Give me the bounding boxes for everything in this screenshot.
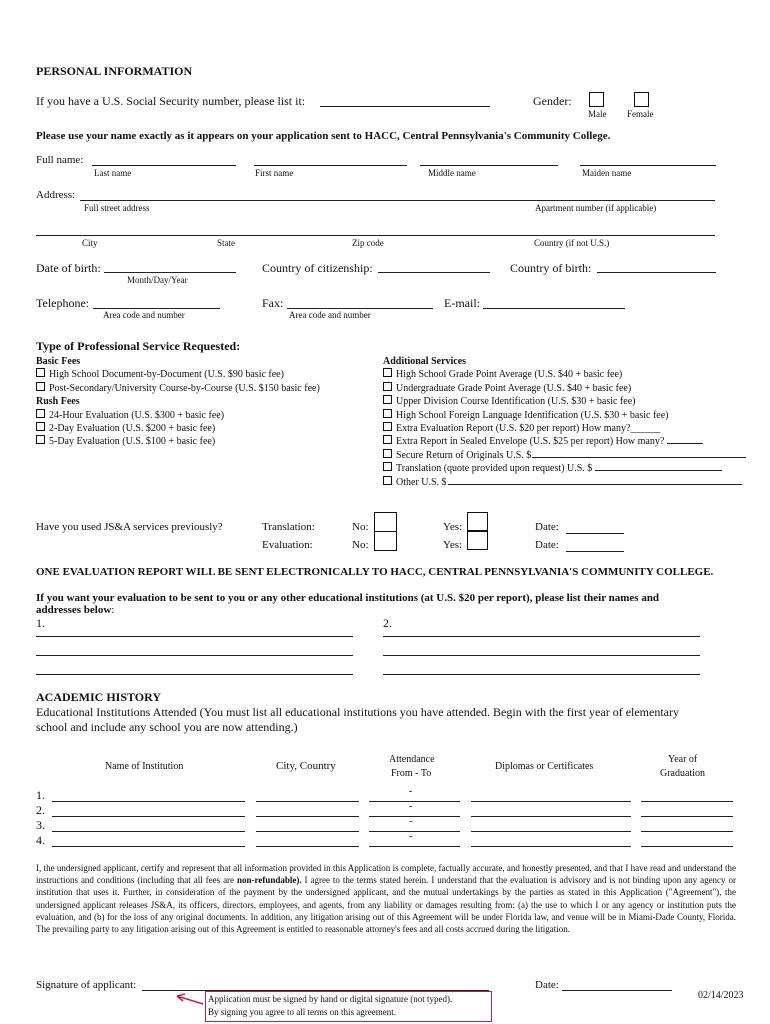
personal-info-heading: PERSONAL INFORMATION <box>36 64 193 78</box>
translation-date-field[interactable] <box>566 533 624 534</box>
evaluation-no-label: No: <box>352 539 369 551</box>
copy-recipient-1-line[interactable] <box>36 655 353 656</box>
citizenship-field[interactable] <box>378 272 490 273</box>
copies-instruction-line2: addresses below: <box>36 604 115 616</box>
fax-field[interactable] <box>287 308 433 309</box>
attendance-field[interactable] <box>369 831 460 832</box>
academic-row-number: 4. <box>36 833 45 847</box>
fax-caption: Area code and number <box>289 310 371 320</box>
ssn-label: If you have a U.S. Social Security number, please list it: <box>36 94 306 108</box>
institution-field[interactable] <box>52 801 245 802</box>
translation-no-label: No: <box>352 521 369 533</box>
email-label: E-mail: <box>444 296 480 310</box>
checkbox-icon[interactable] <box>383 395 392 404</box>
graduation-year-field[interactable] <box>641 801 733 802</box>
academic-instruction-line2: school and include any school you are now attending.) <box>36 720 298 734</box>
male-label: Male <box>588 109 607 119</box>
checkbox-icon[interactable] <box>36 422 45 431</box>
attendance-field[interactable] <box>369 801 460 802</box>
academic-row-number: 3. <box>36 818 45 832</box>
translation-label: Translation: <box>262 521 315 533</box>
col-institution: Name of Institution <box>105 761 184 772</box>
checkbox-icon[interactable] <box>383 435 392 444</box>
col-year: Year of <box>668 754 698 765</box>
institution-field[interactable] <box>52 831 245 832</box>
diplomas-field[interactable] <box>471 801 631 802</box>
checkbox-icon[interactable] <box>36 409 45 418</box>
checkbox-icon[interactable] <box>36 382 45 391</box>
telephone-caption: Area code and number <box>103 310 185 320</box>
fax-label: Fax: <box>262 296 284 310</box>
evaluation-yes-label: Yes: <box>443 539 463 551</box>
institution-field[interactable] <box>52 816 245 817</box>
col-city-country: City, Country <box>276 760 336 772</box>
street-caption: Full street address <box>84 203 150 213</box>
city-country-field[interactable] <box>256 801 359 802</box>
service-option[interactable]: Secure Return of Originals U.S. $ <box>383 449 746 462</box>
female-checkbox[interactable] <box>634 92 649 107</box>
city-caption: City <box>82 238 98 248</box>
additional-services-column <box>383 355 746 489</box>
service-option[interactable]: High School Document-by-Document (U.S. $90 basic fee) <box>36 368 320 381</box>
service-option[interactable]: Other U.S. $ <box>383 476 746 489</box>
additional-services-heading: Additional Services <box>383 356 467 367</box>
service-option[interactable]: Post-Secondary/University Course-by-Course (U.S. $150 basic fee) <box>36 382 320 395</box>
citizenship-label: Country of citizenship: <box>262 261 373 275</box>
first-name-caption: First name <box>255 168 294 178</box>
dob-label: Date of birth: <box>36 261 101 275</box>
academic-row-number: 2. <box>36 803 45 817</box>
services-heading: Type of Professional Service Requested: <box>36 339 241 353</box>
report-notice: ONE EVALUATION REPORT WILL BE SENT ELECTRONICALLY TO HACC, CENTRAL PENNSYLVANIA'S COMMUNITY COLLEGE. <box>36 566 714 578</box>
city-country-field[interactable] <box>256 831 359 832</box>
col-attendance: Attendance <box>389 754 435 765</box>
city-country-field[interactable] <box>256 846 359 847</box>
signature-label: Signature of applicant: <box>36 979 137 991</box>
middle-name-field[interactable] <box>420 165 558 166</box>
service-option[interactable]: Extra Report in Sealed Envelope (U.S. $25 per report) How many? <box>383 435 746 448</box>
col-graduation: Graduation <box>660 768 705 779</box>
diplomas-field[interactable] <box>471 816 631 817</box>
checkbox-icon[interactable] <box>383 382 392 391</box>
full-name-label: Full name: <box>36 154 84 166</box>
academic-history-heading: ACADEMIC HISTORY <box>36 690 162 704</box>
col-attendance-range: From - To <box>391 768 432 779</box>
service-option[interactable]: Translation (quote provided upon request) U.S. $ <box>383 462 746 475</box>
checkbox-icon[interactable] <box>383 476 392 485</box>
middle-name-caption: Middle name <box>428 168 476 178</box>
checkbox-icon[interactable] <box>383 409 392 418</box>
translation-yes-label: Yes: <box>443 521 463 533</box>
attendance-field[interactable] <box>369 846 460 847</box>
checkbox-icon[interactable] <box>383 449 392 458</box>
copies-instruction: If you want your evaluation to be sent to you or any other educational institutions (at U.S. $20 per report), please list their names and <box>36 592 660 604</box>
graduation-year-field[interactable] <box>641 816 733 817</box>
service-option[interactable]: 5-Day Evaluation (U.S. $100 + basic fee) <box>36 435 320 448</box>
gender-label: Gender: <box>533 94 572 108</box>
telephone-field[interactable] <box>93 308 220 309</box>
state-caption: State <box>217 238 235 248</box>
attendance-dash: - <box>409 831 413 842</box>
col-diplomas: Diplomas or Certificates <box>495 761 594 772</box>
dob-field[interactable] <box>104 272 236 273</box>
country-caption: Country (if not U.S.) <box>534 238 610 248</box>
graduation-year-field[interactable] <box>641 846 733 847</box>
translation-yes-checkbox[interactable] <box>467 512 488 531</box>
service-option[interactable]: Upper Division Course Identification (U.S. $30 + basic fee) <box>383 395 746 408</box>
other-amount-field[interactable] <box>448 484 742 485</box>
evaluation-label: Evaluation: <box>262 539 313 551</box>
street-address-field[interactable] <box>80 200 715 201</box>
certification-text: I, the undersigned applicant, certify and represent that all information provided in this Application is complete, factually accurate, and honestly presented, and that I have read and understand the instructions and conditions (including that all fees are non-refundable). I agree to the terms stated herein. I understand that the evaluation is advisory and is not binding upon any agency or institution that uses it. Further, in consideration of the payment by the undersigned applicant, and the mutual undertakings by the parties as stated in this Application ("Agreement"), the undersigned applicant releases JS&A, its officers, directors, employees, and agents, from any liability or damages resulting from: (a) the use to which I or any agency or institution puts the evaluation, and (b) for the loss of any original documents. In addition, any litigation arising out of this Agreement will be under Florida law, and venue will be in Miami-Dade County, Florida. The prevailing party to any litigation arising out of this Agreement is entitled to reasonable attorney's fees and all costs accrued during the litigation. <box>36 863 736 935</box>
city-state-zip-field[interactable] <box>36 235 715 236</box>
previous-services-question: Have you used JS&A services previously? <box>36 521 223 533</box>
copy-recipient-1-number: 1. <box>36 616 45 630</box>
service-option[interactable]: High School Grade Point Average (U.S. $40 + basic fee) <box>383 368 746 381</box>
evaluation-no-checkbox[interactable] <box>374 531 397 551</box>
copy-recipient-2-line[interactable] <box>383 636 700 637</box>
evaluation-yes-checkbox[interactable] <box>467 531 488 550</box>
rush-fees-heading: Rush Fees <box>36 396 80 408</box>
apartment-caption: Apartment number (if applicable) <box>535 203 657 213</box>
first-name-field[interactable] <box>254 165 407 166</box>
secure-return-amount-field[interactable] <box>532 457 746 458</box>
copy-recipient-2-line[interactable] <box>383 674 700 675</box>
diplomas-field[interactable] <box>471 846 631 847</box>
service-option[interactable]: Undergraduate Grade Point Average (U.S. $40 + basic fee) <box>383 382 746 395</box>
checkbox-icon[interactable] <box>36 368 45 377</box>
service-option[interactable]: 2-Day Evaluation (U.S. $200 + basic fee) <box>36 422 320 435</box>
basic-fees-heading: Basic Fees <box>36 356 81 367</box>
translation-no-checkbox[interactable] <box>374 512 397 532</box>
evaluation-date-field[interactable] <box>566 551 624 552</box>
attendance-field[interactable] <box>369 816 460 817</box>
attendance-dash: - <box>409 801 413 812</box>
evaluation-date-label: Date: <box>535 539 559 551</box>
arrow-icon <box>173 990 205 1006</box>
attendance-dash: - <box>409 786 413 797</box>
birth-country-label: Country of birth: <box>510 261 592 275</box>
academic-row-number: 1. <box>36 788 45 802</box>
signature-date-label: Date: <box>535 979 559 991</box>
telephone-label: Telephone: <box>36 296 90 310</box>
institution-field[interactable] <box>52 846 245 847</box>
form-revision-date: 02/14/2023 <box>698 990 744 1001</box>
ssn-field[interactable] <box>320 106 490 107</box>
maiden-name-field[interactable] <box>580 165 716 166</box>
service-option[interactable]: 24-Hour Evaluation (U.S. $300 + basic fee) <box>36 409 320 422</box>
signature-note-box <box>205 991 492 1022</box>
extra-sealed-qty-field[interactable] <box>667 443 703 444</box>
checkbox-icon[interactable] <box>383 462 392 471</box>
address-label: Address: <box>36 189 76 201</box>
last-name-caption: Last name <box>94 168 132 178</box>
male-checkbox[interactable] <box>589 92 604 107</box>
checkbox-icon[interactable] <box>383 368 392 377</box>
name-instruction: Please use your name exactly as it appears on your application sent to HACC, Central Pennsylvania's Community College. <box>36 130 611 142</box>
last-name-field[interactable] <box>92 165 236 166</box>
signature-note-line2: By signing you agree to all terms on this agreement. <box>208 1007 396 1017</box>
zip-caption: Zip code <box>352 238 384 248</box>
email-field[interactable] <box>483 308 625 309</box>
female-label: Female <box>627 109 654 119</box>
translation-amount-field[interactable] <box>595 470 722 471</box>
signature-date-field[interactable] <box>562 990 672 991</box>
copy-recipient-2-line[interactable] <box>383 655 700 656</box>
dob-format-caption: Month/Day/Year <box>127 275 188 285</box>
signature-note-line1: Application must be signed by hand or digital signature (not typed). <box>208 994 453 1004</box>
service-option[interactable]: Extra Evaluation Report (U.S. $20 per report) How many?______ <box>383 422 746 435</box>
copy-recipient-2-number: 2. <box>383 616 392 630</box>
academic-instruction: Educational Institutions Attended (You must list all educational institutions you have attended. Begin with the first year of elementary <box>36 705 679 719</box>
birth-country-field[interactable] <box>597 272 716 273</box>
maiden-name-caption: Maiden name <box>582 168 632 178</box>
city-country-field[interactable] <box>256 816 359 817</box>
service-option[interactable]: High School Foreign Language Identification (U.S. $30 + basic fee) <box>383 409 746 422</box>
attendance-dash: - <box>409 816 413 827</box>
basic-rush-column <box>36 355 320 449</box>
copy-recipient-1-line[interactable] <box>36 636 353 637</box>
graduation-year-field[interactable] <box>641 831 733 832</box>
copy-recipient-1-line[interactable] <box>36 674 353 675</box>
checkbox-icon[interactable] <box>383 422 392 431</box>
translation-date-label: Date: <box>535 521 559 533</box>
diplomas-field[interactable] <box>471 831 631 832</box>
checkbox-icon[interactable] <box>36 435 45 444</box>
